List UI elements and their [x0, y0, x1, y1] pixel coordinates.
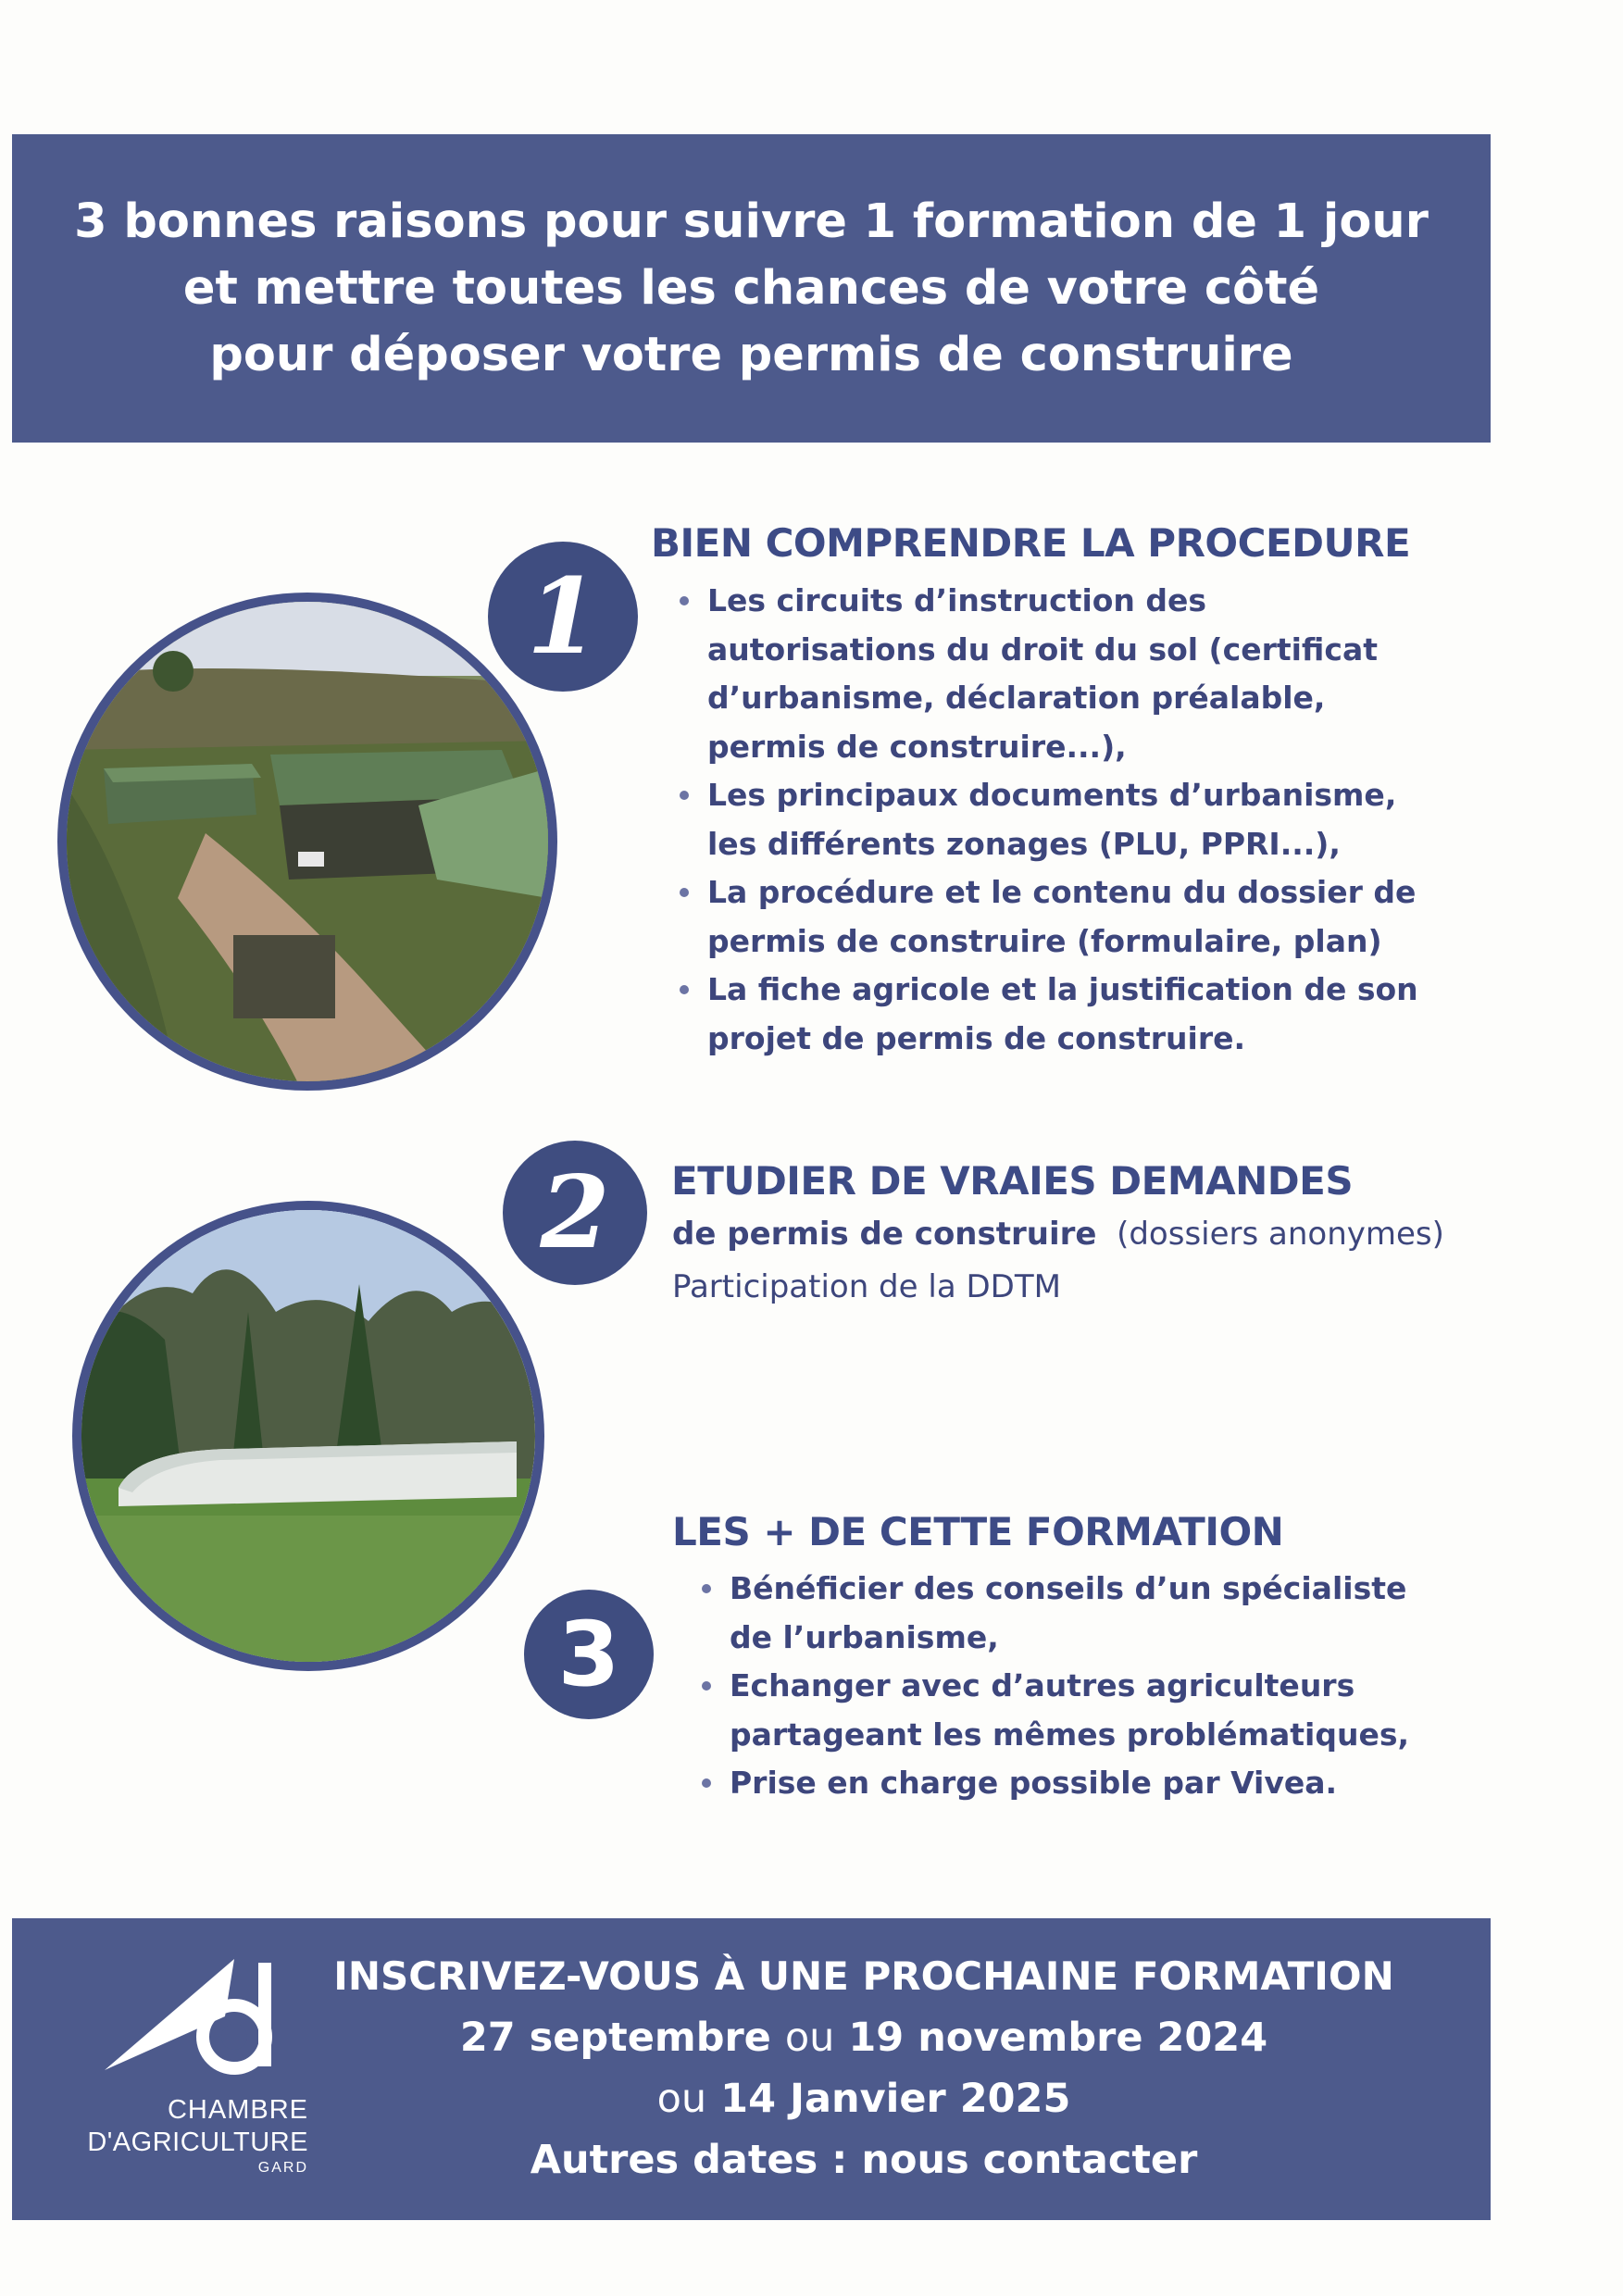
banner-line-2: et mettre toutes les chances de votre côté	[182, 260, 1320, 316]
list-item: Bénéficier des conseils d’un spécialiste de l’urbanisme,	[696, 1565, 1409, 1662]
logo-mark-icon	[95, 1952, 308, 2081]
greenhouse-field-photo	[81, 1210, 535, 1662]
list-item: La fiche agricole et la justification de son projet de permis de construire.	[674, 966, 1418, 1063]
list-item: Les principaux documents d’urbanisme, les différents zonages (PLU, PPRI...),	[674, 771, 1418, 868]
title-banner	[12, 134, 1491, 443]
section-2-participation: Participation de la DDTM	[672, 1268, 1061, 1305]
footer-contact-line: Autres dates : nous contacter	[530, 2137, 1198, 2183]
section-3-bullet-list	[696, 1565, 1409, 1808]
list-item: La procédure et le contenu du dossier de permis de construire (formulaire, plan)	[674, 868, 1418, 966]
footer-headline: INSCRIVEZ-VOUS À UNE PROCHAINE FORMATION	[333, 1953, 1394, 1999]
footer-dates-line: 27 septembre ou 19 novembre 2024	[459, 2015, 1268, 2061]
list-item: Les circuits d’instruction des autorisations du droit du sol (certificat d’urbanisme, déclaration préalable, permis de construire...),	[674, 577, 1418, 771]
footer-date-2025: ou 14 Janvier 2025	[656, 2076, 1071, 2122]
section-3-heading: LES + DE CETTE FORMATION	[672, 1509, 1284, 1554]
logo-text-line-3: GARD	[257, 2160, 308, 2176]
logo-text-line-2: D'AGRICULTURE	[87, 2128, 308, 2157]
badge-number-1: 1	[488, 542, 638, 692]
chambre-agriculture-logo	[58, 1952, 308, 2211]
footer-text	[290, 1946, 1438, 2190]
logo-text-line-1: CHAMBRE	[167, 2095, 308, 2125]
banner-line-3: pour déposer votre permis de construire	[209, 327, 1293, 382]
section-2-heading: ETUDIER DE VRAIES DEMANDES	[671, 1158, 1354, 1204]
section-1-heading: BIEN COMPRENDRE LA PROCEDURE	[651, 520, 1411, 566]
section-2-subtitle: de permis de construire (dossiers anonymes)	[672, 1216, 1444, 1253]
badge-number-2: 2	[503, 1141, 647, 1285]
badge-number-3: 3	[524, 1590, 654, 1719]
list-item: Prise en charge possible par Vivea.	[696, 1759, 1409, 1808]
farm-buildings-photo	[67, 602, 548, 1081]
list-item: Echanger avec d’autres agriculteurs partageant les mêmes problématiques,	[696, 1662, 1409, 1759]
banner-line-1: 3 bonnes raisons pour suivre 1 formation de 1 jour	[74, 193, 1429, 249]
registration-footer	[12, 1918, 1491, 2220]
section-1-bullet-list	[674, 577, 1418, 1063]
